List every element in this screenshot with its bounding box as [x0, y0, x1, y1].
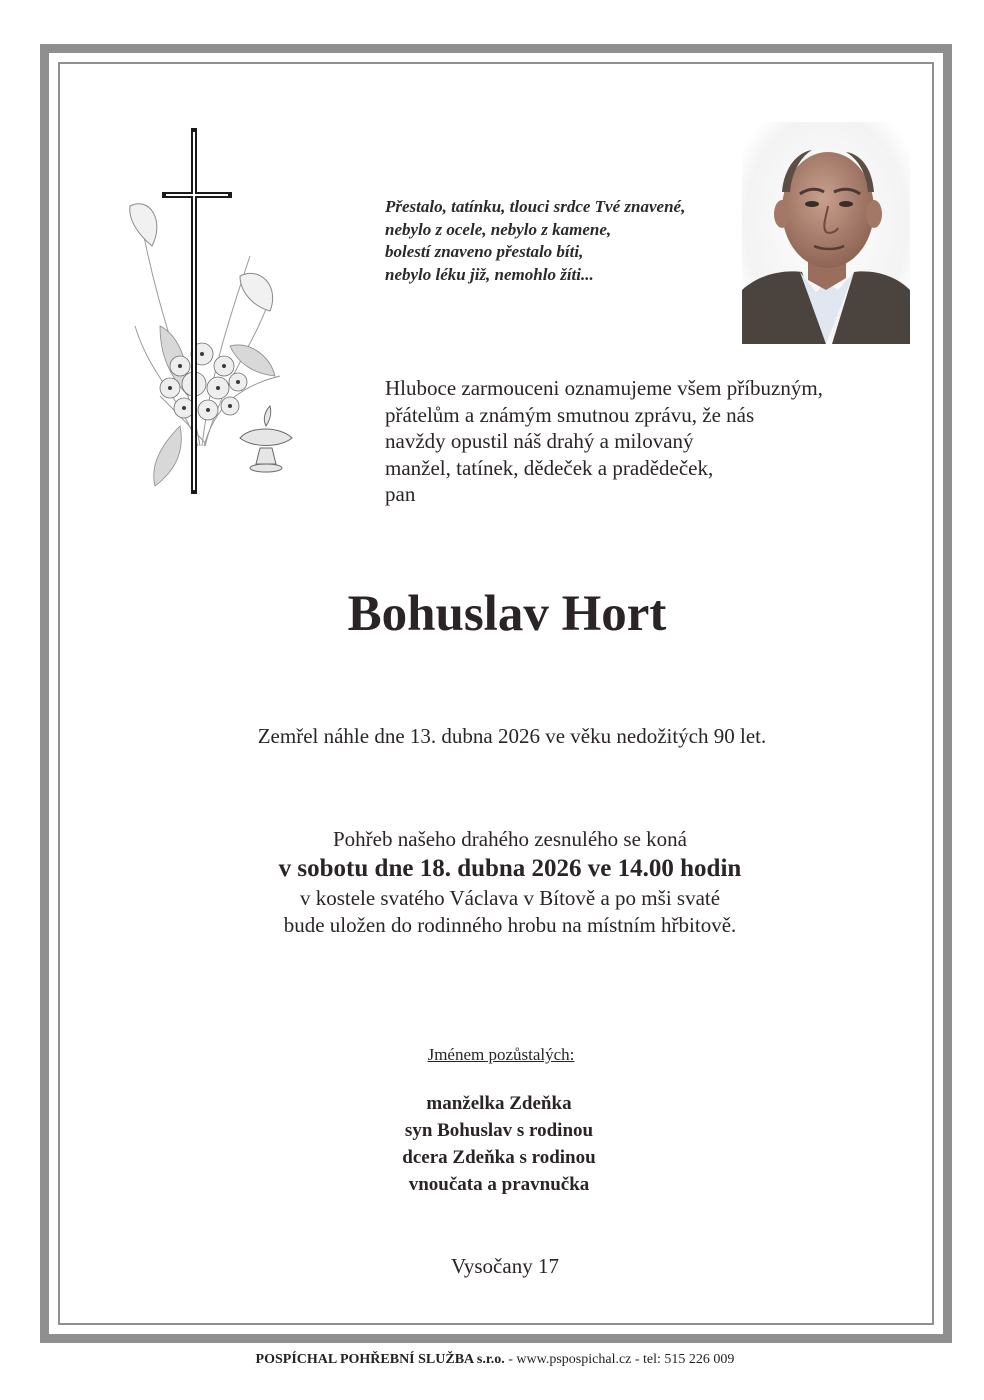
- announcement: [385, 375, 905, 508]
- announcement-line: Hluboce zarmouceni oznamujeme všem příbuzným,: [385, 376, 823, 400]
- funeral-details: [0, 826, 984, 939]
- funeral-intro: Pohřeb našeho drahého zesnulého se koná: [333, 827, 687, 851]
- portrait-photo: [742, 122, 910, 344]
- announcement-line: navždy opustil náš drahý a milovaný: [385, 429, 694, 453]
- announcement-line: pan: [385, 482, 416, 506]
- cross-flowers-ornament: [120, 126, 300, 498]
- funeral-datetime: v sobotu dne 18. dubna 2026 ve 14.00 hodin: [278, 855, 742, 882]
- death-notice: Zemřel náhle dne 13. dubna 2026 ve věku nedožitých 90 let.: [257, 724, 767, 748]
- poem-line: bolestí znaveno přestalo bíti,: [385, 242, 584, 261]
- footer: [0, 1350, 984, 1370]
- deceased-name: Bohuslav Hort: [347, 586, 667, 642]
- poem: [385, 196, 745, 286]
- funeral-location: v kostele svatého Václava v Bítově a po mši svaté: [299, 886, 721, 910]
- relative-item: syn Bohuslav s rodinou: [404, 1120, 594, 1141]
- place-address: Vysočany 17: [451, 1254, 559, 1278]
- relative-item: manželka Zdeňka: [426, 1093, 572, 1114]
- poem-line: nebylo z ocele, nebylo z kamene,: [385, 219, 612, 239]
- announcement-line: přátelům a známým smutnou zprávu, že nás: [385, 402, 755, 427]
- relatives-list: [0, 1090, 984, 1198]
- announcement-line: manžel, tatínek, dědeček a pradědeček,: [385, 455, 714, 480]
- footer-contact: - www.pspospichal.cz - tel: 515 226 009: [504, 1352, 735, 1367]
- poem-line: Přestalo, tatínku, tlouci srdce Tvé znavené,: [385, 197, 686, 216]
- funeral-burial: bude uložen do rodinného hrobu na místním hřbitově.: [283, 913, 737, 937]
- relative-item: dcera Zdeňka s rodinou: [402, 1147, 596, 1168]
- relative-item: vnoučata a pravnučka: [408, 1174, 590, 1195]
- footer-company: POSPÍCHAL POHŘEBNÍ SLUŽBA s.r.o.: [255, 1352, 505, 1367]
- behalf-label: Jménem pozůstalých:: [427, 1045, 575, 1064]
- poem-line: nebylo léku již, nemohlo žíti...: [385, 264, 594, 284]
